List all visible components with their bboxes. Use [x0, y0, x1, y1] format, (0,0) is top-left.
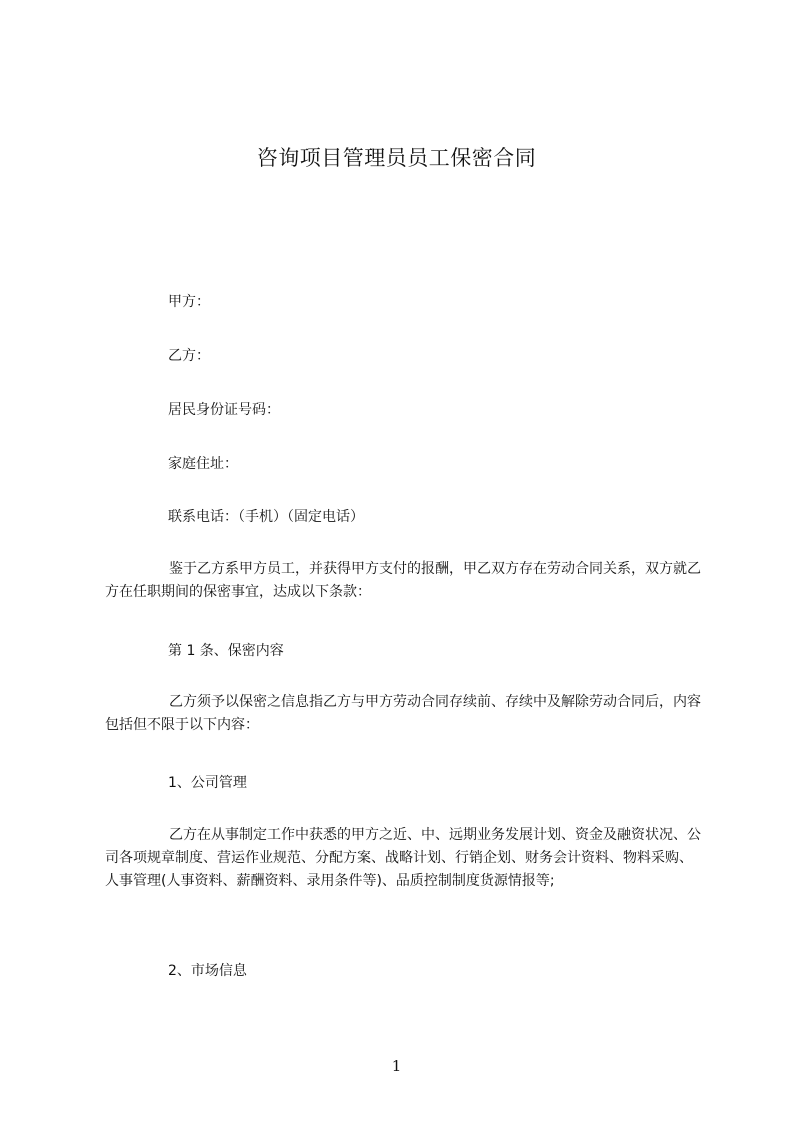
- article1-intro-paragraph: 乙方须予以保密之信息指乙方与甲方劳动合同存续前、存续中及解除劳动合同后，内容包括但不限于以下内容：: [105, 694, 701, 733]
- party-b-field: 乙方：: [168, 348, 210, 364]
- preamble-paragraph: 鉴于乙方系甲方员工，并获得甲方支付的报酬，甲乙双方存在劳动合同关系，双方就乙方在任职期间的保密事宜，达成以下条款：: [105, 561, 701, 600]
- document-title: 咨询项目管理员员工保密合同: [256, 146, 537, 170]
- item2-heading: 2、市场信息: [168, 963, 247, 979]
- item1-body-paragraph: 乙方在从事制定工作中获悉的甲方之近、中、远期业务发展计划、资金及融资状况、公司各项规章制度、营运作业规范、分配方案、战略计划、行销企划、财务会计资料、物料采购、人事管理(人事资料、薪酬资料、录用条件等)、品质控制制度货源情报等;: [105, 827, 701, 889]
- page-number: 1: [391, 1057, 402, 1075]
- item1-heading: 1、公司管理: [168, 775, 247, 791]
- party-a-field: 甲方：: [168, 294, 210, 310]
- id-number-field: 居民身份证号码：: [168, 402, 280, 418]
- address-field: 家庭住址：: [168, 456, 238, 472]
- phone-field: 联系电话：（手机）（固定电话）: [168, 509, 364, 525]
- article1-heading: 第 1 条、保密内容: [168, 643, 284, 659]
